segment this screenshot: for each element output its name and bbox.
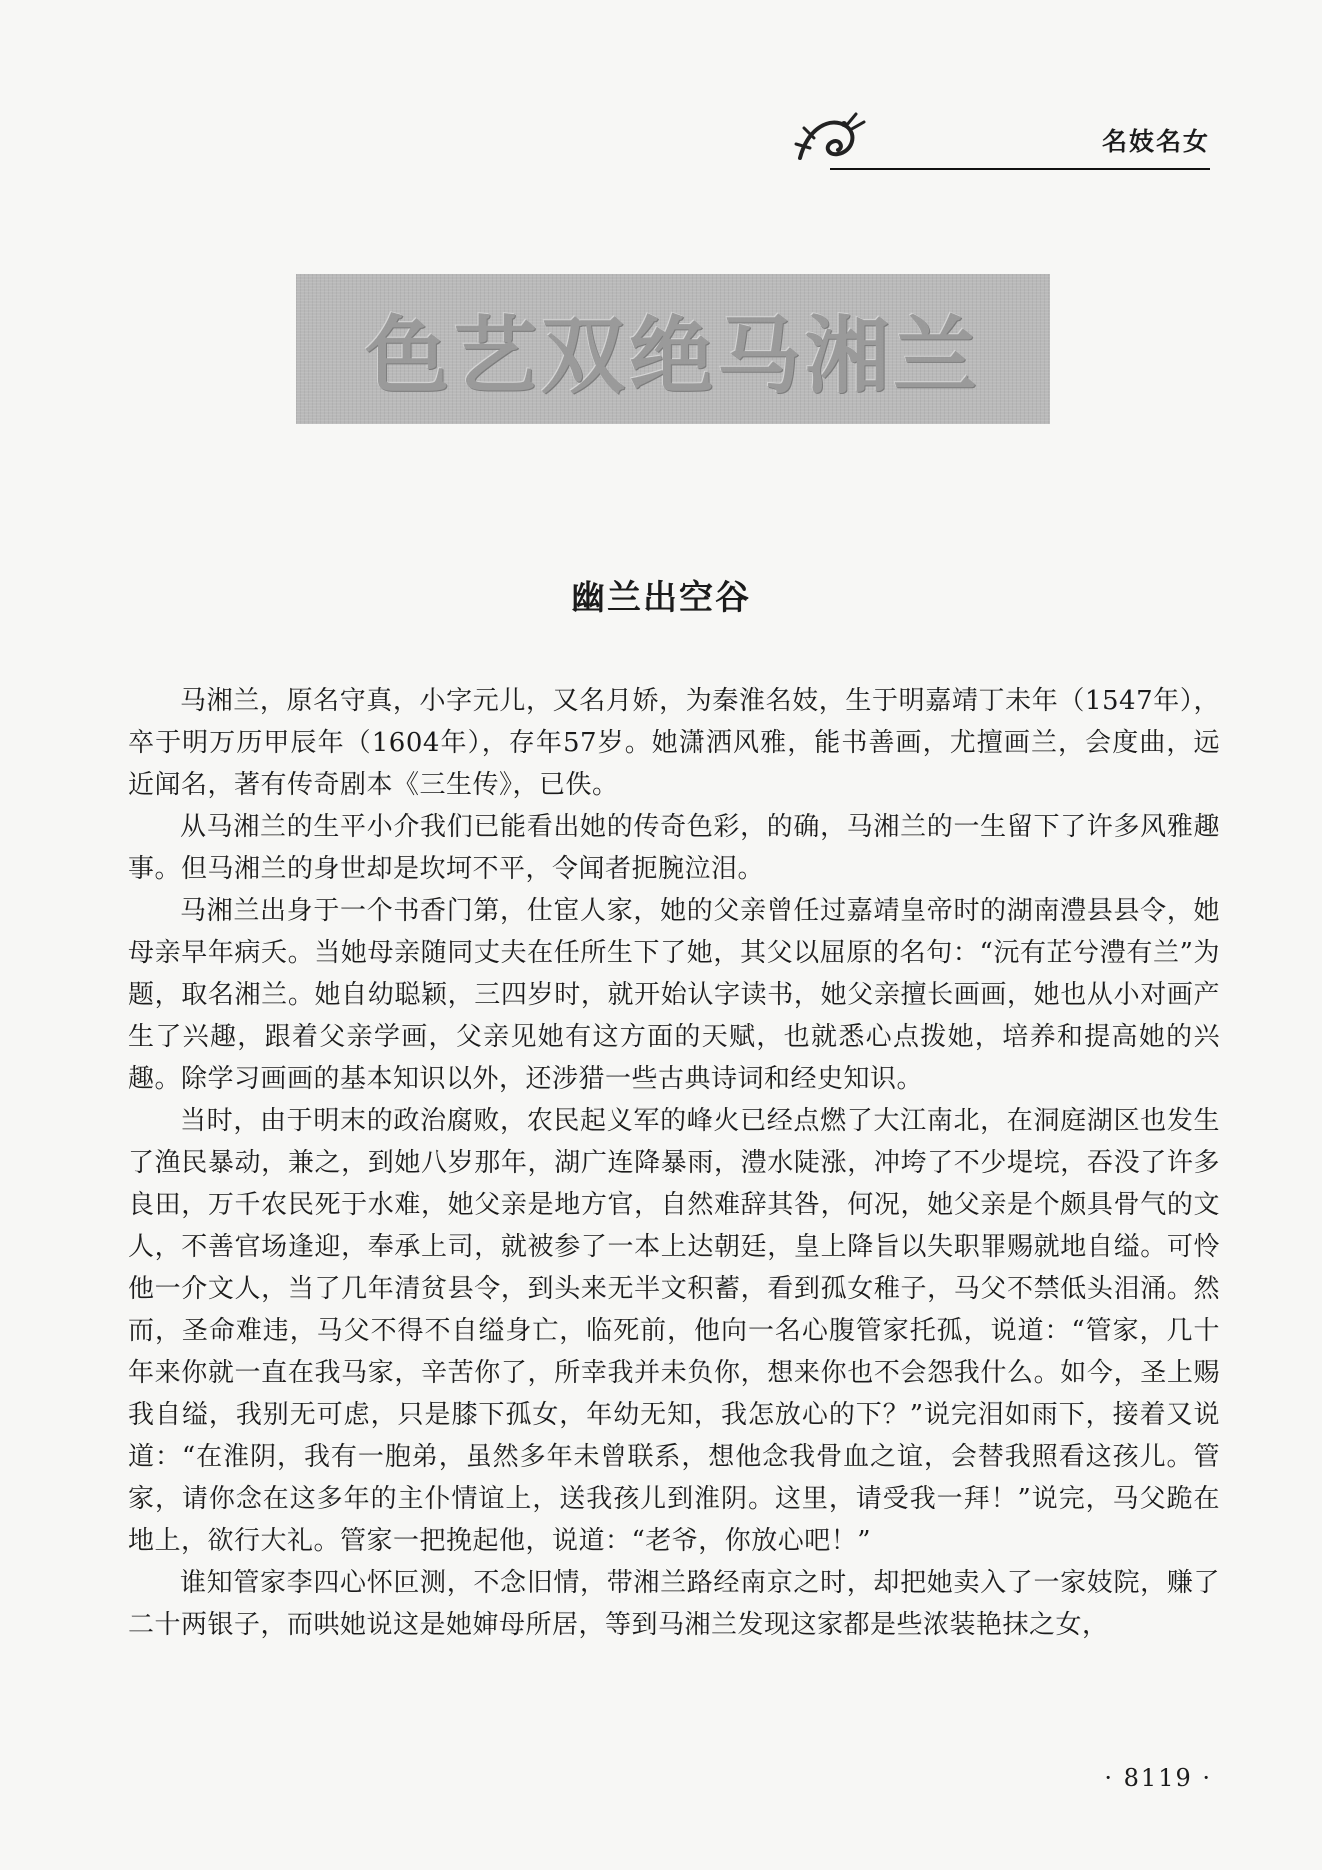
paragraph: 当时，由于明末的政治腐败，农民起义军的峰火已经点燃了大江南北，在洞庭湖区也发生了渔民暴动，兼之，到她八岁那年，湖广连降暴雨，澧水陡涨，冲垮了不少堤垸，吞没了许多良田，万千农民死于水难，她父亲是地方官，自然难辞其咎，何况，她父亲是个颇具骨气的文人，不善官场逢迎，奉承上司，就被参了一本上达朝廷，皇上降旨以失职罪赐就地自缢。可怜他一介文人，当了几年清贫县令，到头来无半文积蓄，看到孤女稚子，马父不禁低头泪涌。然而，圣命难违，马父不得不自缢身亡，临死前，他向一名心腹管家托孤，说道：“管家，几十年来你就一直在我马家，辛苦你了，所幸我并未负你，想来你也不会怨我什么。如今，圣上赐我自缢，我别无可虑，只是膝下孤女，年幼无知，我怎放心的下？”说完泪如雨下，接着又说道：“在淮阴，我有一胞弟，虽然多年未曾联系，想他念我骨血之谊，会替我照看这孩儿。管家，请你念在这多年的主仆情谊上，送我孩儿到淮阴。这里，请受我一拜！”说完，马父跪在地上，欲行大礼。管家一把挽起他，说道：“老爷，你放心吧！” xyxy=(128,1106,1220,1556)
title-banner xyxy=(296,274,1050,424)
section-name: 名妓名女 xyxy=(1101,127,1210,156)
paragraph: 谁知管家李四心怀叵测，不念旧情，带湘兰路经南京之时，却把她卖入了一家妓院，赚了二十两银子，而哄她说这是她婶母所居，等到马湘兰发现这家都是些浓装艳抹之女， xyxy=(128,1568,1220,1640)
page-title: 色艺双绝马湘兰 xyxy=(364,305,981,405)
page-header xyxy=(790,108,1210,170)
paragraph: 从马湘兰的生平小介我们已能看出她的传奇色彩，的确，马湘兰的一生留下了许多风雅趣事。但马湘兰的身世却是坎坷不平，令闻者扼腕泣泪。 xyxy=(128,812,1220,884)
page-number: · 8119 · xyxy=(1104,1764,1212,1792)
body-text xyxy=(128,680,1220,1646)
dragon-ornament-icon xyxy=(790,108,880,170)
header-rule xyxy=(830,168,1210,170)
section-subtitle: 幽兰出空谷 xyxy=(571,578,751,618)
paragraph: 马湘兰，原名守真，小字元儿，又名月娇，为秦淮名妓，生于明嘉靖丁未年（1547年），卒于明万历甲辰年（1604年），存年57岁。她潇洒风雅，能书善画，尤擅画兰，会度曲，远近闻名，著有传奇剧本《三生传》，已佚。 xyxy=(128,686,1220,800)
paragraph: 马湘兰出身于一个书香门第，仕宦人家，她的父亲曾任过嘉靖皇帝时的湖南澧县县令，她母亲早年病夭。当她母亲随同丈夫在任所生下了她，其父以屈原的名句：“沅有芷兮澧有兰”为题，取名湘兰。她自幼聪颖，三四岁时，就开始认字读书，她父亲擅长画画，她也从小对画产生了兴趣，跟着父亲学画，父亲见她有这方面的天赋，也就悉心点拨她，培养和提高她的兴趣。除学习画画的基本知识以外，还涉猎一些古典诗词和经史知识。 xyxy=(128,896,1220,1094)
